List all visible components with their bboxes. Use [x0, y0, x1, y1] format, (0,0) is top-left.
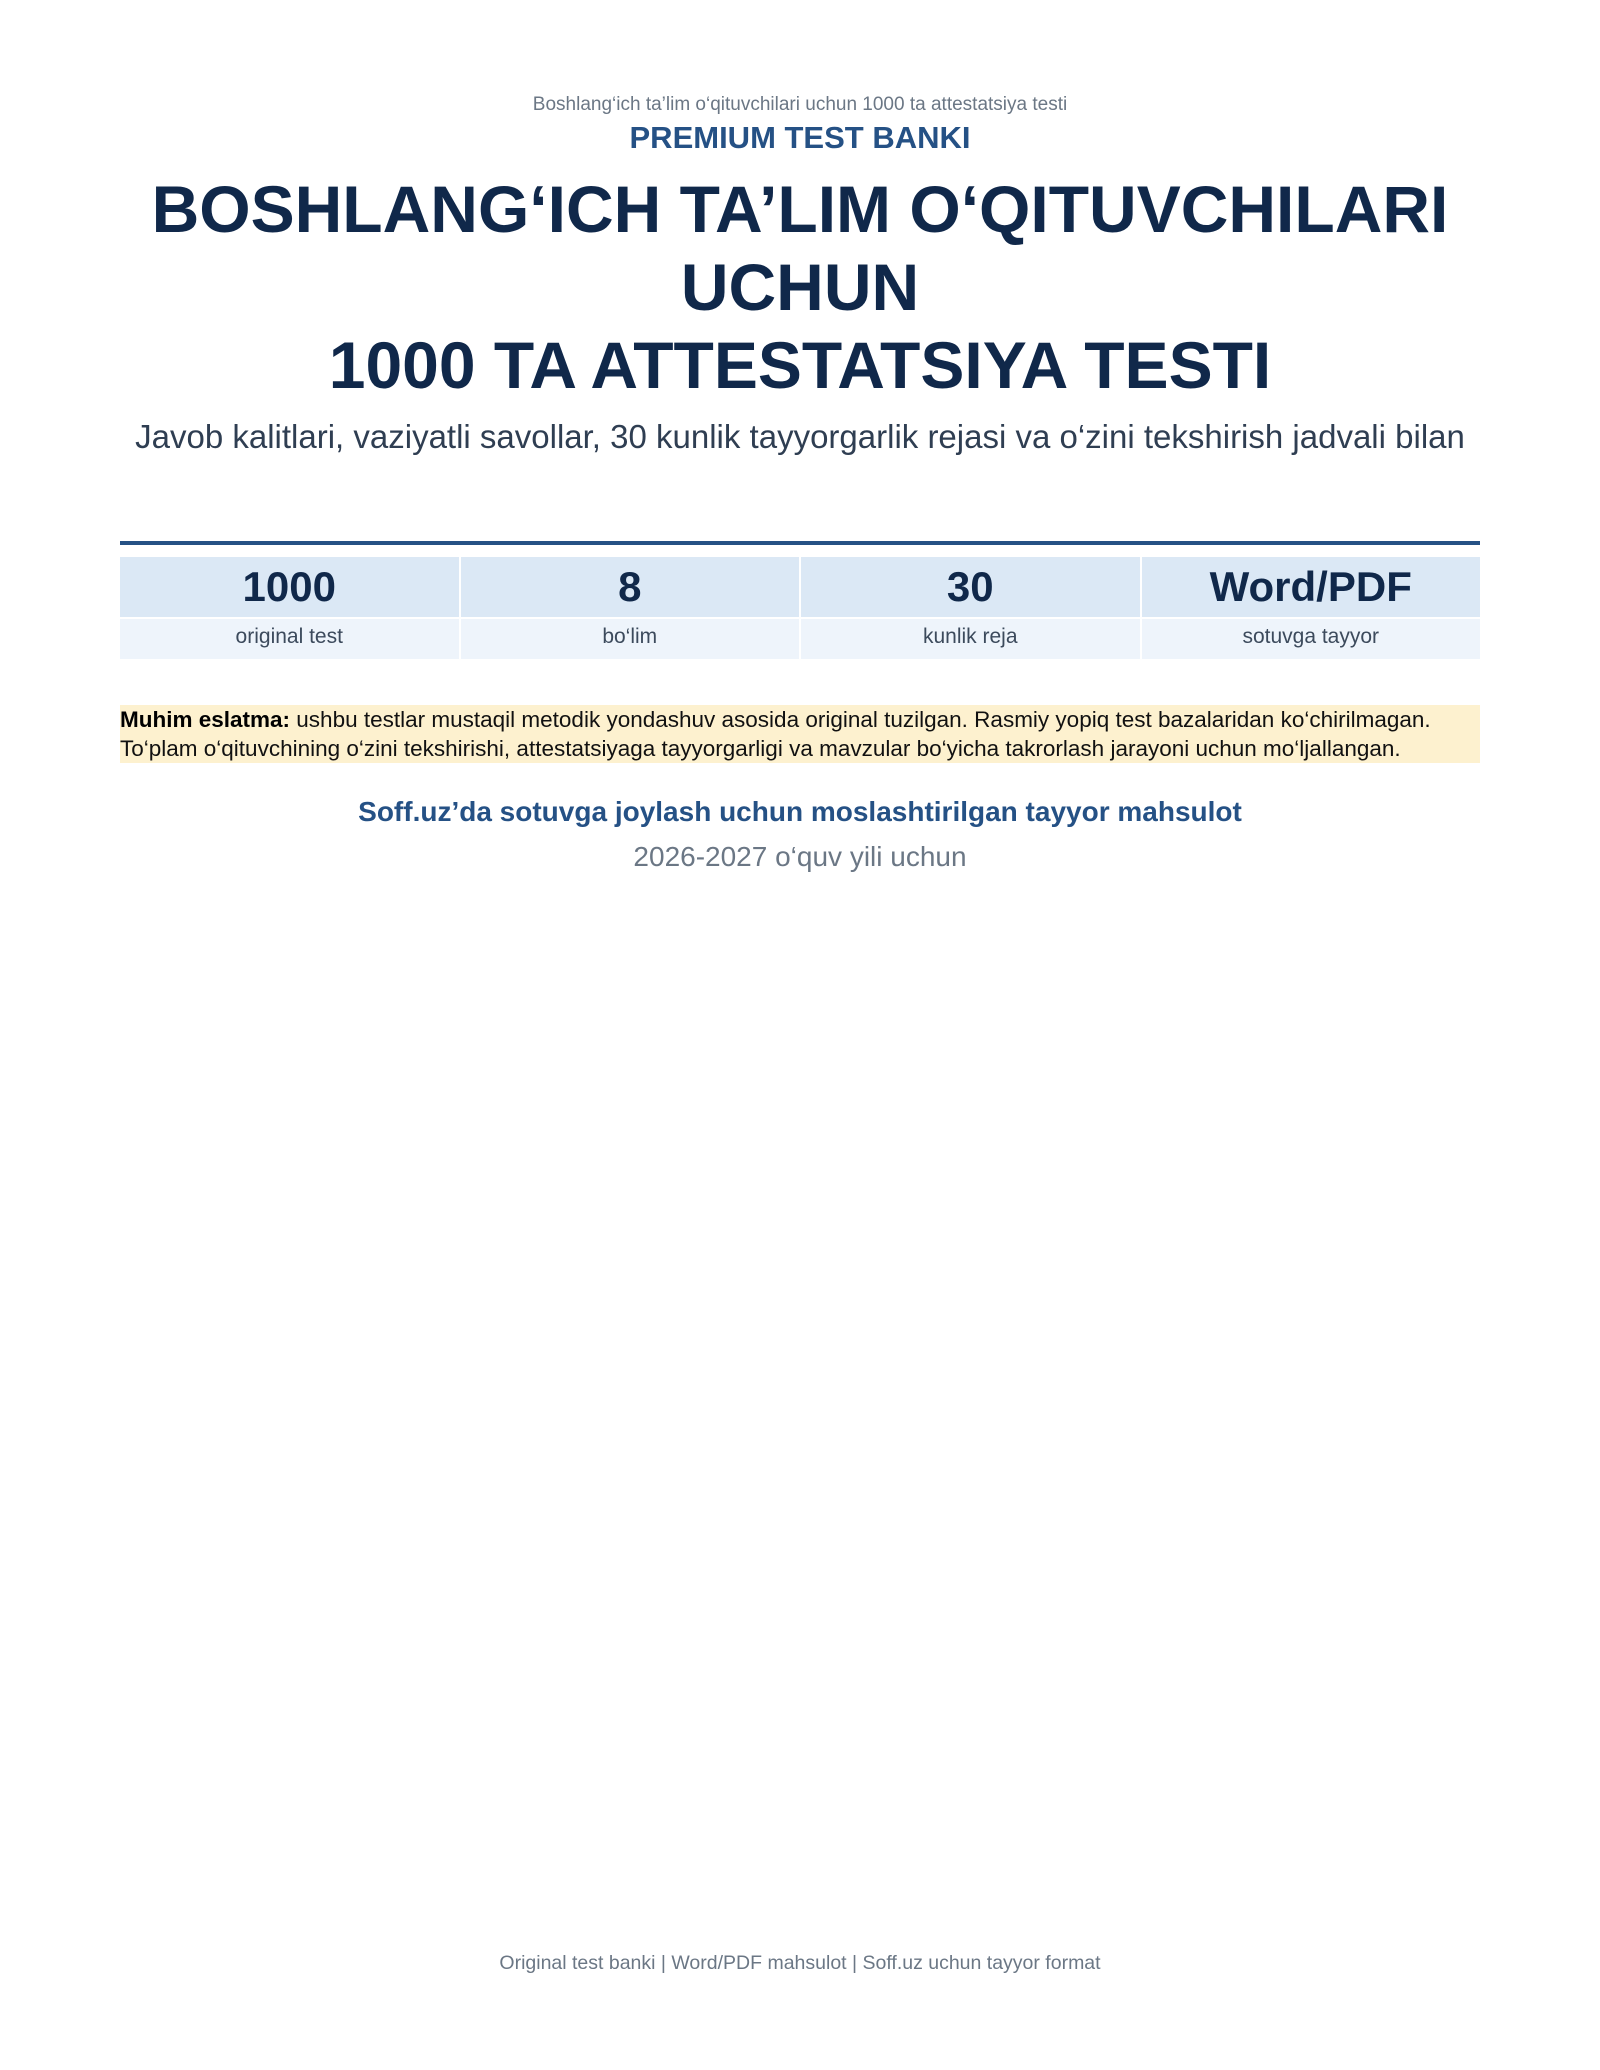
- academic-year: 2026-2027 o‘quv yili uchun: [633, 841, 967, 872]
- stats-table: [120, 557, 1480, 659]
- kicker-label: PREMIUM TEST BANKI: [629, 120, 971, 155]
- stat-value: 30: [801, 557, 1140, 617]
- notice-text: ushbu testlar mustaqil metodik yondashuv asosida original tuzilgan. Rasmiy yopiq test bazalaridan ko‘chirilmagan. To‘plam o‘qituvchining o‘zini tekshirishi, attestatsiyaga tayyorgarligi va mavzular bo‘yicha takrorlash jarayoni uchun mo‘ljallangan.: [120, 707, 1431, 761]
- subtitle: Javob kalitlari, vaziyatli savollar, 30 kunlik tayyorgarlik rejasi va o‘zini tekshirish jadvali bilan: [135, 418, 1465, 455]
- stat-label: kunlik reja: [801, 619, 1140, 659]
- promo-line: Soff.uz’da sotuvga joylash uchun moslashtirilgan tayyor mahsulot: [358, 796, 1242, 827]
- important-notice: [120, 705, 1480, 763]
- stat-value: 1000: [120, 557, 459, 617]
- stat-value: 8: [461, 557, 800, 617]
- title-line-2: UCHUN: [680, 250, 920, 324]
- stat-plan-days: [801, 557, 1140, 659]
- page-footer: Original test banki | Word/PDF mahsulot | Soff.uz uchun tayyor format: [499, 1952, 1101, 1974]
- page-title: [120, 170, 1480, 404]
- stat-label: original test: [120, 619, 459, 659]
- stat-tests: [120, 557, 459, 659]
- notice-label: Muhim eslatma:: [120, 707, 291, 732]
- title-line-1: BOSHLANG‘ICH TA’LIM O‘QITUVCHILARI: [151, 172, 1449, 246]
- running-header: Boshlang‘ich ta’lim o‘qituvchilari uchun 1000 ta attestatsiya testi: [532, 94, 1068, 115]
- title-line-3: 1000 TA ATTESTATSIYA TESTI: [328, 328, 1272, 402]
- divider-rule: [120, 541, 1480, 545]
- stat-format: [1142, 557, 1481, 659]
- stat-sections: [461, 557, 800, 659]
- stat-label: sotuvga tayyor: [1142, 619, 1481, 659]
- stat-value: Word/PDF: [1142, 557, 1481, 617]
- stat-label: bo‘lim: [461, 619, 800, 659]
